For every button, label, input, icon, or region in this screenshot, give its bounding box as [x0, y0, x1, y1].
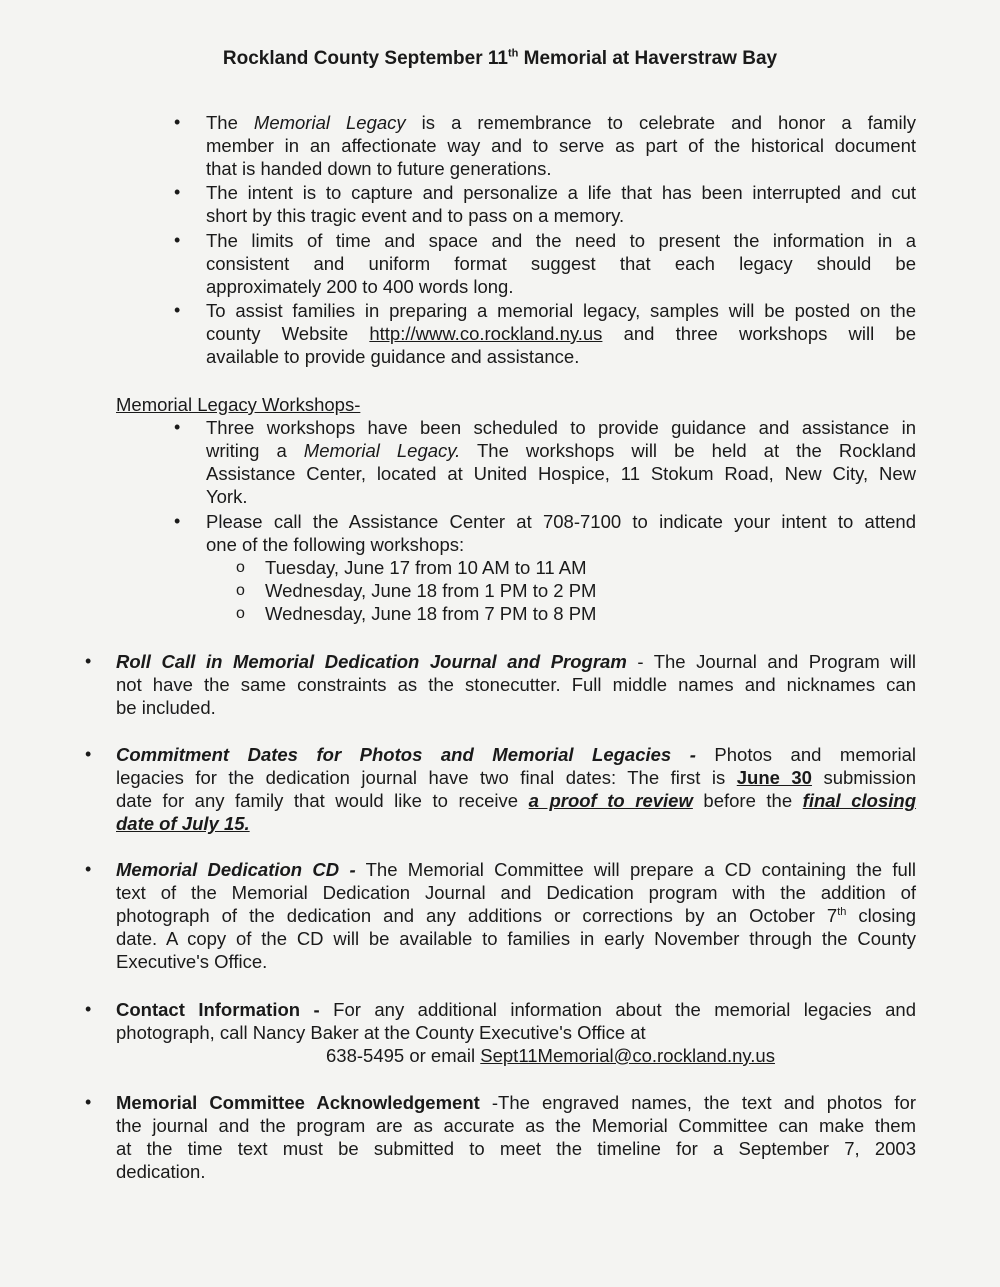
workshop-bullet-1-line-3: Assistance Center, located at United Hospice, 11 Stokum Road, New City, New: [206, 463, 916, 484]
sub-bullet-glyph: o: [236, 605, 245, 622]
workshop-bullet-1-line-1: Three workshops have been scheduled to provide guidance and assistance in: [206, 417, 916, 438]
roll-call-line-3: be included.: [116, 697, 216, 718]
ack-line-2: the journal and the program are as accurate as the Memorial Committee can make them: [116, 1115, 916, 1136]
bullet-glyph: •: [174, 511, 181, 531]
roll-call-line-2: not have the same constraints as the stonecutter. Full middle names and nicknames can: [116, 674, 916, 695]
sub-bullet-glyph: o: [236, 559, 245, 576]
county-website-link[interactable]: http://www.co.rockland.ny.us: [369, 323, 603, 344]
bullet-glyph: •: [174, 230, 181, 250]
legacy-bullet-1-line-3: that is handed down to future generations.: [206, 158, 552, 179]
workshop-bullet-2-line-1: Please call the Assistance Center at 708-7100 to indicate your intent to attend: [206, 511, 916, 532]
legacy-bullet-1-line-1: The Memorial Legacy is a remembrance to celebrate and honor a family: [206, 112, 916, 133]
legacy-bullet-4-line-1: To assist families in preparing a memorial legacy, samples will be posted on the: [206, 300, 916, 321]
cd-line-3: photograph of the dedication and any additions or corrections by an October 7th closing: [116, 905, 916, 926]
sub-bullet-glyph: o: [236, 582, 245, 599]
workshops-heading: Memorial Legacy Workshops-: [116, 394, 361, 415]
bullet-glyph: •: [85, 999, 92, 1019]
roll-call-line-1: Roll Call in Memorial Dedication Journal and Program - The Journal and Program will: [116, 651, 916, 672]
bullet-glyph: •: [174, 112, 181, 132]
commitment-line-4: date of July 15.: [116, 813, 250, 834]
contact-line-3: 638-5495 or email Sept11Memorial@co.rockland.ny.us: [326, 1045, 775, 1066]
workshop-bullet-1-line-2: writing a Memorial Legacy. The workshops will be held at the Rockland: [206, 440, 916, 461]
legacy-bullet-1-line-2: member in an affectionate way and to serve as part of the historical document: [206, 135, 916, 156]
workshop-session-1: Tuesday, June 17 from 10 AM to 11 AM: [265, 557, 587, 578]
bullet-glyph: •: [174, 182, 181, 202]
contact-email-link[interactable]: Sept11Memorial@co.rockland.ny.us: [480, 1045, 775, 1066]
bullet-glyph: •: [85, 859, 92, 879]
commitment-line-3: date for any family that would like to receive a proof to review before the final closing: [116, 790, 917, 811]
bullet-glyph: •: [85, 1092, 92, 1112]
legacy-bullet-4-line-3: available to provide guidance and assistance.: [206, 346, 580, 367]
bullet-glyph: •: [174, 300, 181, 320]
workshop-session-3: Wednesday, June 18 from 7 PM to 8 PM: [265, 603, 597, 624]
legacy-bullet-2-line-1: The intent is to capture and personalize a life that has been interrupted and cut: [206, 182, 916, 203]
legacy-bullet-2-line-2: short by this tragic event and to pass on a memory.: [206, 205, 625, 226]
cd-line-4: date. A copy of the CD will be available to families in early November through the County: [116, 928, 916, 949]
workshop-bullet-1-line-4: York.: [206, 486, 248, 507]
cd-line-5: Executive's Office.: [116, 951, 268, 972]
legacy-bullet-4-line-2: county Website http://www.co.rockland.ny.us and three workshops will be: [206, 323, 916, 344]
page-title: Rockland County September 11th Memorial at Haverstraw Bay: [222, 47, 778, 69]
legacy-bullet-3-line-2: consistent and uniform format suggest that each legacy should be: [206, 253, 916, 274]
ack-line-4: dedication.: [116, 1161, 206, 1182]
bullet-glyph: •: [85, 744, 92, 764]
cd-line-1: Memorial Dedication CD - The Memorial Committee will prepare a CD containing the full: [116, 859, 917, 880]
commitment-line-2: legacies for the dedication journal have two final dates: The first is June 30 submission: [116, 767, 916, 788]
contact-line-1: Contact Information - For any additional information about the memorial legacies and: [116, 999, 916, 1020]
workshop-bullet-2-line-2: one of the following workshops:: [206, 534, 465, 555]
legacy-bullet-3-line-1: The limits of time and space and the need to present the information in a: [206, 230, 916, 251]
cd-line-2: text of the Memorial Dedication Journal and Dedication program with the addition of: [116, 882, 916, 903]
bullet-glyph: •: [174, 417, 181, 437]
legacy-bullet-3-line-3: approximately 200 to 400 words long.: [206, 276, 514, 297]
ack-line-1: Memorial Committee Acknowledgement -The engraved names, the text and photos for: [116, 1092, 916, 1113]
bullet-glyph: •: [85, 651, 92, 671]
contact-line-2: photograph, call Nancy Baker at the County Executive's Office at: [116, 1022, 646, 1043]
ack-line-3: at the time text must be submitted to meet the timeline for a September 7, 2003: [116, 1138, 916, 1159]
workshop-session-2: Wednesday, June 18 from 1 PM to 2 PM: [265, 580, 597, 601]
commitment-line-1: Commitment Dates for Photos and Memorial Legacies - Photos and memorial: [116, 744, 917, 765]
